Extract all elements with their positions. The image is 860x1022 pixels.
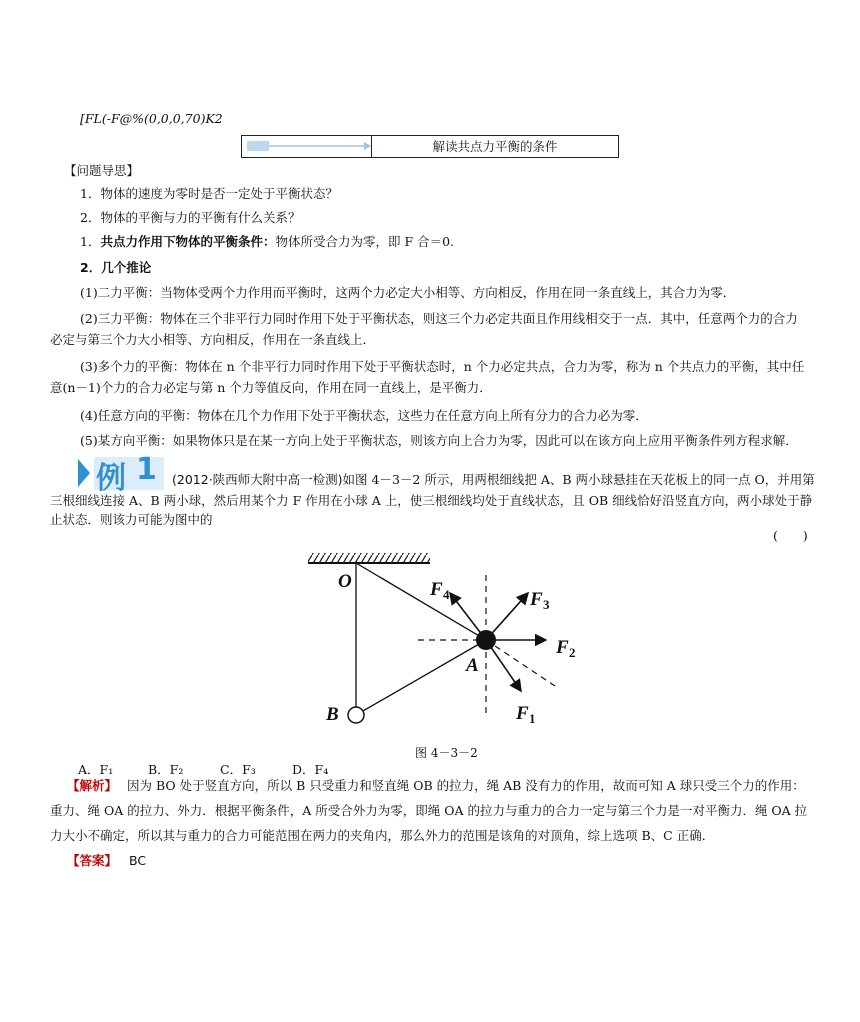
ceiling	[308, 553, 430, 563]
paragraph-3: (3)多个力的平衡：物体在 n 个非平行力同时作用下处于平衡状态时，n 个力必定共点，合力为零，称为 n 个共点力的平衡，其中任意(n－1)个力的合力必定与第 n 个力等值反向，作用在同一直线上，是平衡力．	[50, 359, 805, 395]
paragraph-5: (5)某方向平衡：如果物体只是在某一方向上处于平衡状态，则该方向上合力为零，因此可以在该方向上应用平衡条件列方程求解．	[80, 433, 798, 448]
analysis-label: 【解析】	[67, 778, 118, 793]
label-O: O	[338, 571, 352, 592]
header-decoration	[242, 136, 372, 157]
label-F3-sub: 3	[543, 597, 550, 612]
example-badge	[78, 452, 164, 496]
arrow-decoration-icon	[242, 136, 372, 157]
answer-value: BC	[129, 853, 147, 868]
label-A: A	[466, 655, 479, 676]
label-F4-sub: 4	[443, 587, 450, 602]
example-source: (2012·陕西师大附中高一检测)	[172, 472, 343, 487]
example-paren: ( )	[773, 528, 808, 543]
analysis-line-3: 力大小不确定，所以其与重力的合力可能范围在两力的夹角内，那么外力的范围是该角的对顶角，综上选项 B、C 正确．	[50, 828, 715, 843]
string-AB	[356, 640, 486, 715]
example-badge-text: 例	[96, 461, 126, 496]
label-B: B	[326, 704, 339, 725]
answer-label: 【答案】	[67, 853, 118, 868]
code-line: [FL(-F@%(0,0,0,70)K2	[80, 111, 223, 126]
condition-bold: 共点力作用下物体的平衡条件：	[100, 234, 276, 249]
guide-question-2: 2．物体的平衡与力的平衡有什么关系？	[80, 210, 301, 225]
extension-guide	[486, 640, 558, 688]
example-line-3: 止状态．则该力可能为图中的	[50, 512, 213, 527]
guide-question-1: 1．物体的速度为零时是否一定处于平衡状态？	[80, 186, 338, 201]
string-OA	[356, 563, 486, 640]
condition-text: 物体所受合力为零，即 F 合＝0.	[275, 234, 455, 249]
label-F1-sub: 1	[529, 711, 536, 726]
figure-caption: 图 4－3－2	[415, 746, 478, 760]
label-F1: F	[516, 703, 529, 724]
paragraph-2: (2)三力平衡：物体在三个非平行力同时作用下处于平衡状态，则这三个力必定共面且作用线相交于一点．其中，任意两个力的合力必定与第三个力大小相等、方向相反，作用在一条直线上．	[50, 311, 798, 347]
ball-A	[476, 630, 496, 650]
ball-B	[348, 707, 364, 723]
example-line-1	[172, 471, 815, 489]
example-text-1: 如图 4－3－2 所示，用两根细线把 A、B 两小球悬挂在天花板上的同一点 O，并用第	[342, 472, 815, 487]
guide-label: 【问题导思】	[64, 163, 140, 178]
section-header	[241, 135, 619, 158]
example-badge-number: 1	[136, 452, 157, 487]
inference-title: 2．几个推论	[80, 260, 152, 275]
condition-line	[80, 233, 454, 251]
label-F2: F	[556, 637, 569, 658]
condition-num: 1．	[80, 234, 101, 249]
section-title: 解读共点力平衡的条件	[432, 139, 558, 154]
analysis-line-1	[67, 777, 805, 795]
label-F2-sub: 2	[569, 645, 576, 660]
label-F4: F	[430, 579, 443, 600]
example-line-2: 三根细线连接 A、B 两小球，然后用某个力 F 作用在小球 A 上，使三根细线均处于直线状态，且 OB 细线恰好沿竖直方向，两小球处于静	[50, 493, 813, 508]
paragraph-1: (1)二力平衡：当物体受两个力作用而平衡时，这两个力必定大小相等、方向相反，作用在同一条直线上，其合力为零．	[80, 285, 736, 300]
label-F3: F	[530, 589, 543, 610]
analysis-line-2: 重力、绳 OA 的拉力、外力．根据平衡条件，A 所受合外力为零，即绳 OA 的拉力与重力的合力一定与第三个力是一对平衡力．绳 OA 拉	[50, 803, 808, 818]
answer-line	[67, 852, 146, 870]
analysis-text-1: 因为 BO 处于竖直方向，所以 B 只受重力和竖直绳 OB 的拉力，绳 AB 没有力的作用，故而可知 A 球只受三个力的作用：	[127, 778, 805, 793]
force-diagram	[300, 545, 600, 735]
option-d: D．F₄	[292, 762, 329, 777]
option-a: A．F₁	[78, 762, 114, 777]
option-c: C．F₃	[220, 762, 256, 777]
paragraph-4: (4)任意方向的平衡：物体在几个力作用下处于平衡状态，这些力在任意方向上所有分力的合力必为零．	[80, 408, 648, 423]
option-b: B．F₂	[148, 762, 184, 777]
